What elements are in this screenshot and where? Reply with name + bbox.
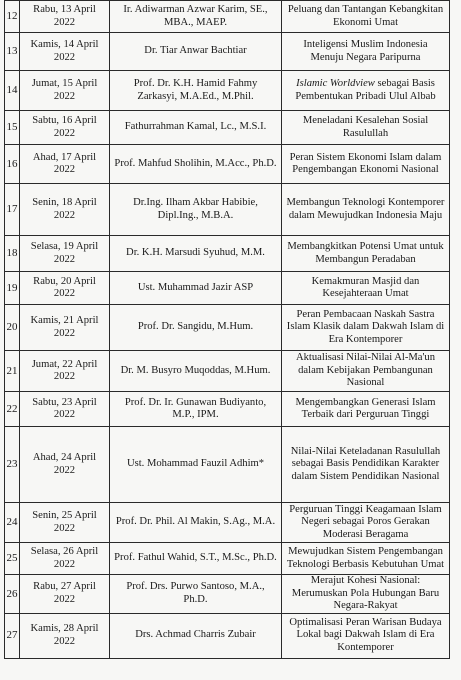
row-number: 23 (5, 427, 20, 503)
session-date: Sabtu, 16 April 2022 (20, 111, 110, 145)
table-row (5, 145, 450, 184)
row-number: 27 (5, 613, 20, 658)
schedule-sheet (4, 0, 449, 659)
session-date: Ahad, 17 April 2022 (20, 145, 110, 184)
session-date: Rabu, 20 April 2022 (20, 272, 110, 305)
speaker-name: Prof. Dr. Phil. Al Makin, S.Ag., M.A. (110, 503, 282, 543)
speaker-name: Prof. Fathul Wahid, S.T., M.Sc., Ph.D. (110, 543, 282, 575)
speaker-name: Ust. Mohammad Fauzil Adhim* (110, 427, 282, 503)
speaker-name: Drs. Achmad Charris Zubair (110, 613, 282, 658)
table-row (5, 613, 450, 658)
row-number: 24 (5, 503, 20, 543)
session-date: Jumat, 22 April 2022 (20, 351, 110, 392)
session-topic: Perguruan Tinggi Keagamaan Islam Negeri sebagai Poros Gerakan Moderasi Beragama (282, 503, 450, 543)
speaker-name: Prof. Dr. K.H. Hamid Fahmy Zarkasyi, M.A.Ed., M.Phil. (110, 71, 282, 111)
speaker-name: Prof. Dr. Ir. Gunawan Budiyanto, M.P., IPM. (110, 392, 282, 427)
row-number: 18 (5, 236, 20, 272)
row-number: 22 (5, 392, 20, 427)
speaker-name: Ust. Muhammad Jazir ASP (110, 272, 282, 305)
schedule-rows (5, 1, 450, 659)
row-number: 19 (5, 272, 20, 305)
table-row (5, 111, 450, 145)
speaker-name: Dr. Tiar Anwar Bachtiar (110, 33, 282, 71)
session-topic: Mewujudkan Sistem Pengembangan Teknologi Berbasis Kebutuhan Umat (282, 543, 450, 575)
session-date: Sabtu, 23 April 2022 (20, 392, 110, 427)
row-number: 16 (5, 145, 20, 184)
table-row (5, 272, 450, 305)
row-number: 25 (5, 543, 20, 575)
session-topic: Aktualisasi Nilai-Nilai Al-Ma'un dalam Kebijakan Pembangunan Nasional (282, 351, 450, 392)
session-topic: Peluang dan Tantangan Kebangkitan Ekonomi Umat (282, 1, 450, 33)
speaker-name: Prof. Mahfud Sholihin, M.Acc., Ph.D. (110, 145, 282, 184)
session-topic (282, 71, 450, 111)
session-date: Kamis, 28 April 2022 (20, 613, 110, 658)
session-date: Rabu, 27 April 2022 (20, 575, 110, 614)
session-topic: Merajut Kohesi Nasional: Merumuskan Pola Hubungan Baru Negara-Rakyat (282, 575, 450, 614)
speaker-name: Dr.Ing. Ilham Akbar Habibie, Dipl.Ing., M.B.A. (110, 184, 282, 236)
session-topic: Membangun Teknologi Kontemporer dalam Mewujudkan Indonesia Maju (282, 184, 450, 236)
session-date: Jumat, 15 April 2022 (20, 71, 110, 111)
table-row (5, 392, 450, 427)
speaker-name: Ir. Adiwarman Azwar Karim, SE., MBA., MAEP. (110, 1, 282, 33)
row-number: 20 (5, 305, 20, 351)
speaker-name: Dr. M. Busyro Muqoddas, M.Hum. (110, 351, 282, 392)
table-row (5, 305, 450, 351)
table-row (5, 575, 450, 614)
table-row (5, 543, 450, 575)
table-row (5, 184, 450, 236)
row-number: 26 (5, 575, 20, 614)
session-topic: Peran Sistem Ekonomi Islam dalam Pengembangan Ekonomi Nasional (282, 145, 450, 184)
row-number: 21 (5, 351, 20, 392)
session-date: Rabu, 13 April 2022 (20, 1, 110, 33)
session-date: Selasa, 19 April 2022 (20, 236, 110, 272)
row-number: 13 (5, 33, 20, 71)
session-topic: Meneladani Kesalehan Sosial Rasulullah (282, 111, 450, 145)
speaker-name: Prof. Drs. Purwo Santoso, M.A., Ph.D. (110, 575, 282, 614)
table-row (5, 33, 450, 71)
session-topic: Membangkitkan Potensi Umat untuk Membangun Peradaban (282, 236, 450, 272)
speaker-name: Fathurrahman Kamal, Lc., M.S.I. (110, 111, 282, 145)
session-topic: Mengembangkan Generasi Islam Terbaik dari Perguruan Tinggi (282, 392, 450, 427)
topic-italic-term: Islamic Worldview (296, 78, 375, 89)
speaker-name: Dr. K.H. Marsudi Syuhud, M.M. (110, 236, 282, 272)
table-row (5, 236, 450, 272)
table-row (5, 71, 450, 111)
row-number: 17 (5, 184, 20, 236)
session-topic: Optimalisasi Peran Warisan Budaya Lokal bagi Dakwah Islam di Era Kontemporer (282, 613, 450, 658)
session-date: Ahad, 24 April 2022 (20, 427, 110, 503)
row-number: 14 (5, 71, 20, 111)
table-row (5, 427, 450, 503)
session-topic: Inteligensi Muslim Indonesia Menuju Negara Paripurna (282, 33, 450, 71)
speaker-name: Prof. Dr. Sangidu, M.Hum. (110, 305, 282, 351)
table-row (5, 1, 450, 33)
row-number: 12 (5, 1, 20, 33)
topic-rest: sebagai Basis Pembentukan Pribadi Ulul Albab (295, 78, 436, 102)
session-topic: Nilai-Nilai Keteladanan Rasulullah sebagai Basis Pendidikan Karakter dalam Sistem Pendidikan Nasional (282, 427, 450, 503)
table-row (5, 503, 450, 543)
session-date: Kamis, 14 April 2022 (20, 33, 110, 71)
schedule-table (4, 0, 450, 659)
session-topic: Peran Pembacaan Naskah Sastra Islam Klasik dalam Dakwah Islam di Era Kontemporer (282, 305, 450, 351)
session-date: Senin, 18 April 2022 (20, 184, 110, 236)
session-topic: Kemakmuran Masjid dan Kesejahteraan Umat (282, 272, 450, 305)
session-date: Senin, 25 April 2022 (20, 503, 110, 543)
session-date: Selasa, 26 April 2022 (20, 543, 110, 575)
row-number: 15 (5, 111, 20, 145)
table-row (5, 351, 450, 392)
session-date: Kamis, 21 April 2022 (20, 305, 110, 351)
